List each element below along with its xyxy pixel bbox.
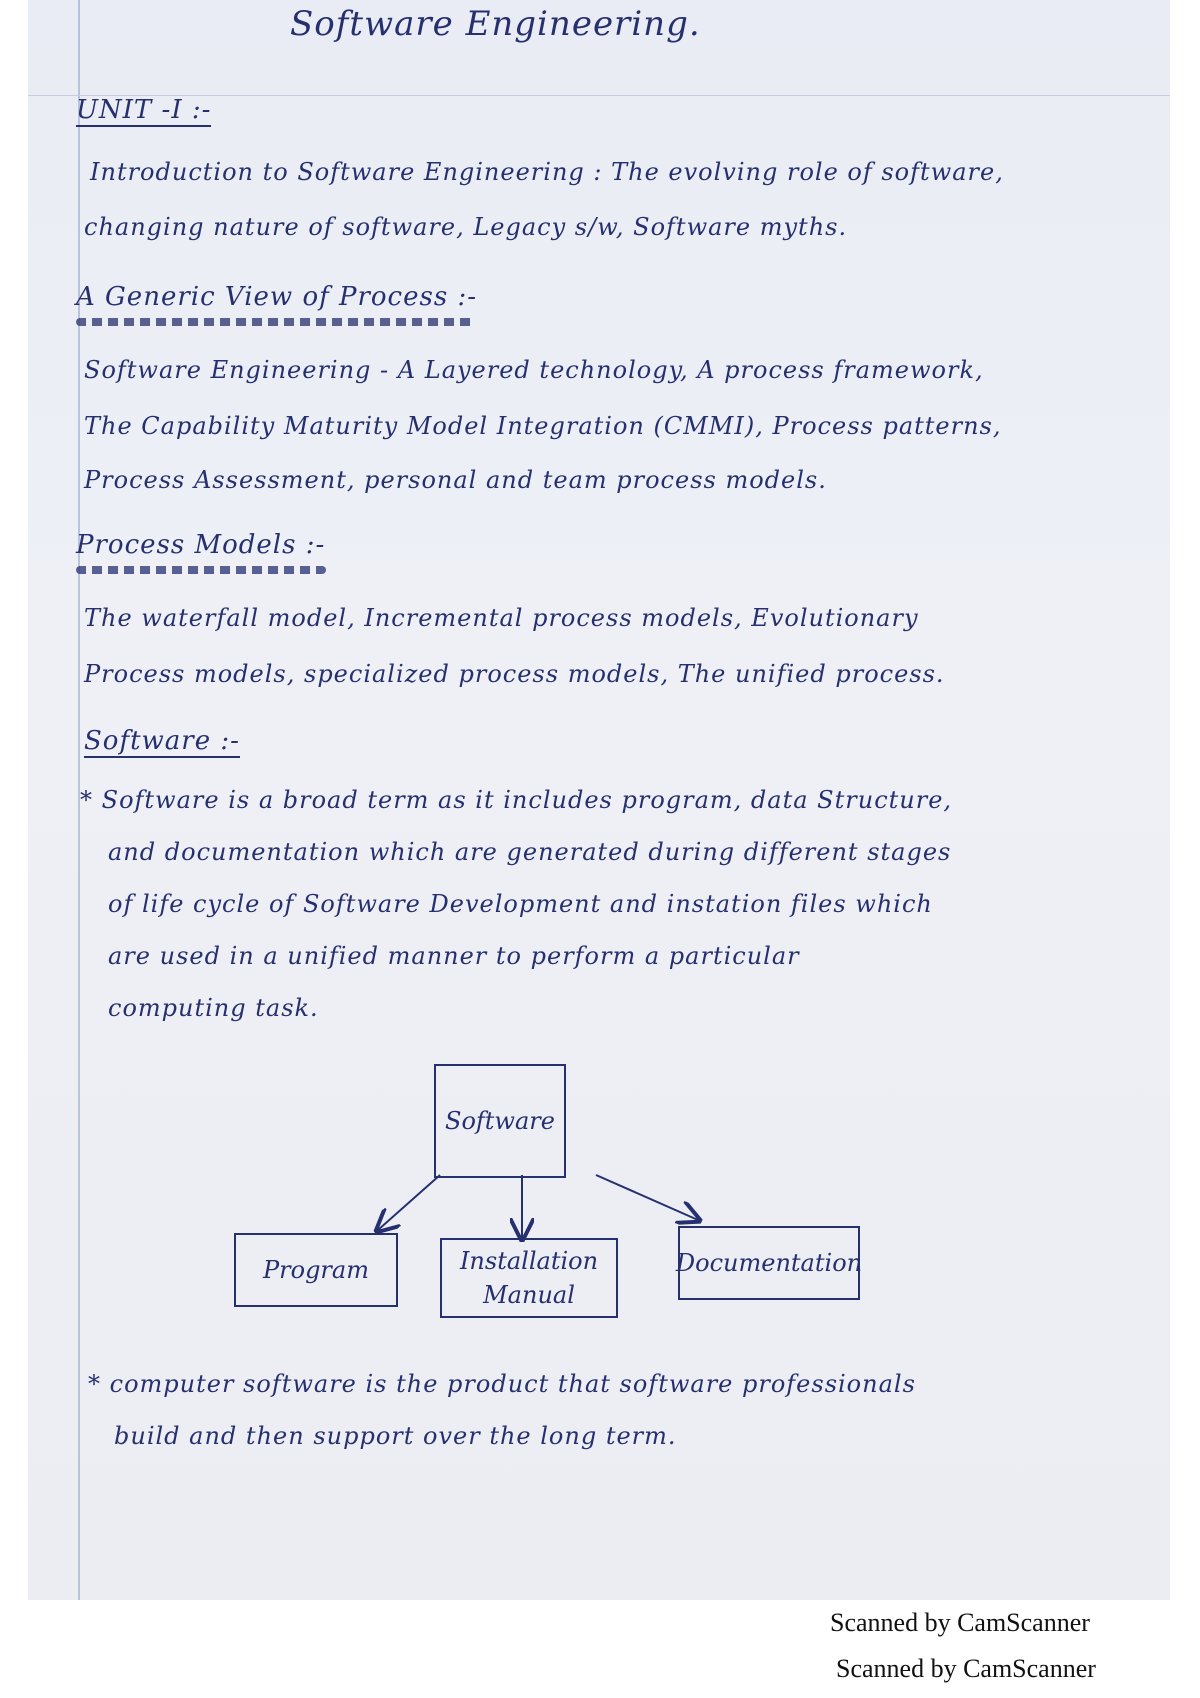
- arrow-to-program: [378, 1175, 440, 1230]
- definition-line-2: and documentation which are generated during different stages: [108, 838, 952, 866]
- software-heading: Software :-: [84, 726, 240, 756]
- definition-line-3: of life cycle of Software Development and instation files which: [108, 890, 933, 918]
- diagram-arrows: [28, 0, 1170, 1600]
- notebook-page: [28, 0, 1170, 1600]
- note-line-2: build and then support over the long term.: [114, 1422, 677, 1450]
- scanner-footer-1: Scanned by CamScanner: [830, 1608, 1090, 1637]
- process-models-heading: Process Models :-: [76, 530, 326, 560]
- diagram-installation-box: [440, 1238, 618, 1318]
- note-line-1: * computer software is the product that software professionals: [88, 1370, 916, 1398]
- diagram-documentation-box: [675, 1226, 863, 1300]
- definition-line-1: * Software is a broad term as it includes program, data Structure,: [80, 786, 953, 814]
- generic-line-2: The Capability Maturity Model Integration (CMMI), Process patterns,: [84, 412, 1002, 440]
- diagram-documentation-label: Documentation: [675, 1249, 863, 1277]
- definition-line-5: computing task.: [108, 994, 319, 1022]
- generic-line-3: Process Assessment, personal and team process models.: [84, 466, 827, 494]
- generic-view-heading: A Generic View of Process :-: [76, 282, 478, 312]
- intro-line-2: changing nature of software, Legacy s/w, Software myths.: [84, 213, 848, 241]
- models-line-2: Process models, specialized process models, The unified process.: [84, 660, 945, 688]
- scanner-footer-2: Scanned by CamScanner: [836, 1654, 1096, 1683]
- definition-line-4: are used in a unified manner to perform a particular: [108, 942, 800, 970]
- models-line-1: The waterfall model, Incremental process models, Evolutionary: [84, 604, 919, 632]
- generic-line-1: Software Engineering - A Layered technology, A process framework,: [84, 356, 984, 384]
- diagram-program-label: Program: [263, 1256, 369, 1284]
- diagram-program-box: [234, 1233, 398, 1307]
- diagram-software-box: [434, 1064, 566, 1178]
- unit-heading: UNIT -I :-: [76, 95, 212, 125]
- diagram-software-label: Software: [445, 1107, 555, 1135]
- diagram-installation-label: Installation Manual: [459, 1247, 599, 1309]
- intro-line-1: Introduction to Software Engineering : The evolving role of software,: [90, 158, 1004, 186]
- arrow-to-documentation: [596, 1175, 698, 1220]
- page-title: Software Engineering.: [290, 4, 701, 44]
